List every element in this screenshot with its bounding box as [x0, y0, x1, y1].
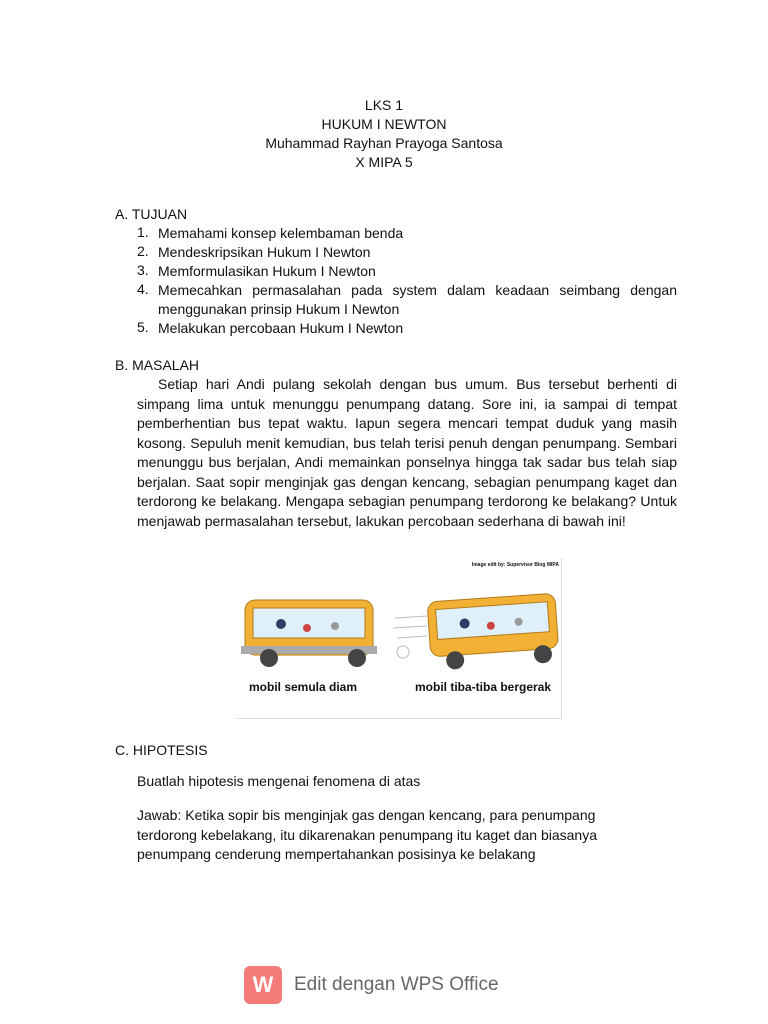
image-credit: Image edit by: Supervisor Blog MIPA	[471, 562, 559, 568]
list-item: Melakukan percobaan Hukum I Newton	[158, 320, 404, 336]
answer-text: Ketika sopir bis menginjak gas dengan kencang, para penumpang terdorong kebelakang, itu dikarenakan penumpang itu kaget dan biasanya penumpang cenderung mempertahankan posisinya ke belakang	[137, 807, 597, 862]
section-masalah-heading: B. MASALAH	[115, 357, 200, 373]
wps-edit-link[interactable]: Edit dengan WPS Office	[294, 974, 499, 995]
list-number: 3.	[137, 262, 149, 278]
motion-lines	[393, 616, 427, 658]
wps-logo-icon: W	[244, 966, 282, 1004]
document-header	[0, 96, 768, 172]
caption-moving: mobil tiba-tiba bergerak	[415, 680, 552, 694]
inertia-bus-illustration	[237, 558, 562, 719]
list-item: Memformulasikan Hukum I Newton	[158, 263, 376, 279]
bus-drawings	[237, 558, 561, 678]
hipotesis-prompt: Buatlah hipotesis mengenai fenomena di atas	[137, 773, 421, 789]
caption-stationary: mobil semula diam	[249, 680, 358, 694]
hipotesis-answer	[137, 806, 617, 865]
stationary-bus-icon	[241, 600, 377, 667]
masalah-paragraph: Setiap hari Andi pulang sekolah dengan bus umum. Bus tersebut berhenti di simpang lima untuk menunggu penumpang datang. Sore ini, ia sampai di tempat pemberhentian bus tepat waktu. Iapun segera mencari tempat duduk yang masih kosong. Sepuluh menit kemudian, bus telah terisi penuh dengan penumpang. Sembari menunggu bus berjalan, Andi memainkan ponselnya hingga tak sadar bus telah siap berjalan. Saat sopir menginjak gas dengan kencang, sebagian penumpang kaget dan terdorong ke belakang. Mengapa sebagian penumpang terdorong ke belakang? Untuk menjawab permasalahan tersebut, lakukan percobaan sederhana di bawah ini!	[137, 376, 677, 529]
title-topic: HUKUM I NEWTON	[321, 116, 447, 132]
list-number: 5.	[137, 319, 149, 335]
title-lks: LKS 1	[364, 97, 404, 113]
answer-label: Jawab:	[137, 807, 182, 823]
list-item: Memahami konsep kelembaman benda	[158, 225, 404, 241]
list-number: 2.	[137, 243, 149, 259]
list-item: Memecahkan permasalahan pada system dalam keadaan seimbang dengan menggunakan prinsip Hukum I Newton	[158, 282, 677, 317]
section-hipotesis-heading: C. HIPOTESIS	[115, 742, 208, 758]
class-name: X MIPA 5	[355, 154, 413, 170]
section-tujuan-heading: A. TUJUAN	[115, 206, 188, 222]
list-number: 1.	[137, 224, 149, 240]
wps-edit-banner[interactable]	[244, 966, 499, 1004]
author-name: Muhammad Rayhan Prayoga Santosa	[265, 135, 503, 151]
list-number: 4.	[137, 281, 149, 297]
moving-bus-icon	[427, 593, 560, 671]
list-item: Mendeskripsikan Hukum I Newton	[158, 244, 371, 260]
